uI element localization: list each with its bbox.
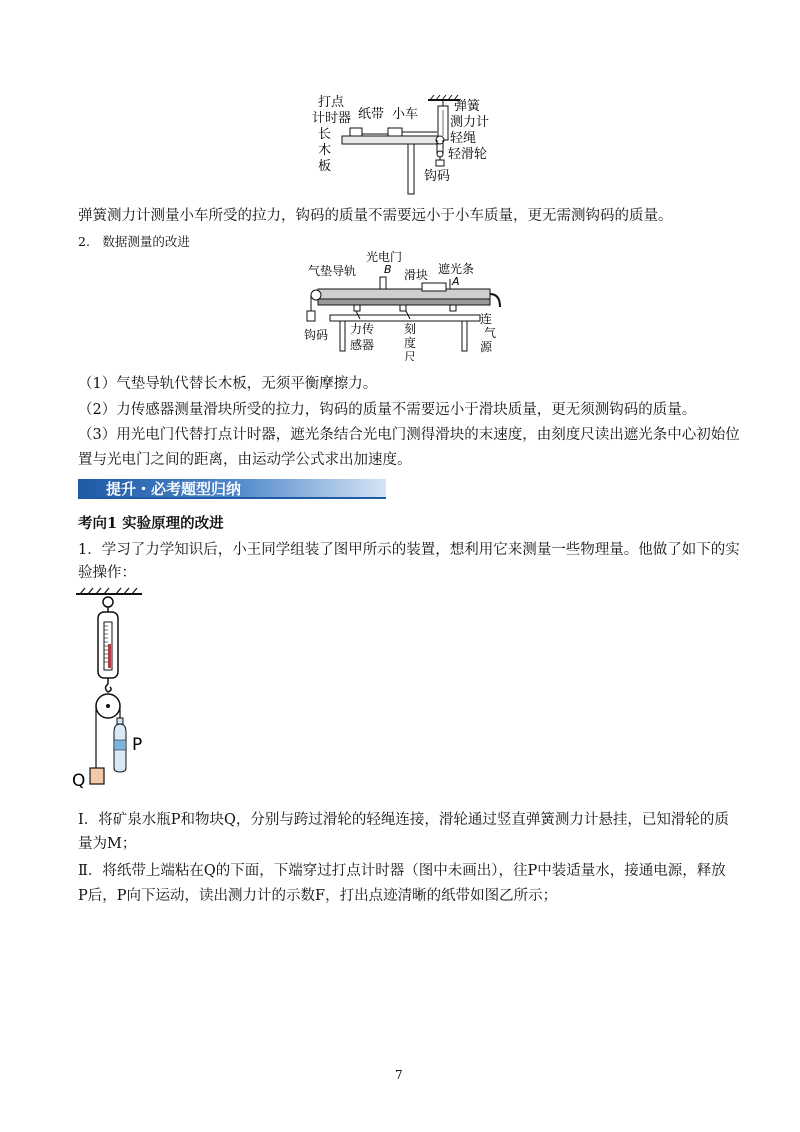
label-weight: 钩码 [424, 169, 451, 184]
label-B: B [384, 263, 392, 276]
section-title: 考向1 实验原理的改进 [78, 515, 224, 532]
step-2-line-1: Ⅱ．将纸带上端粘在Q的下面，下端穿过打点计时器（图中未画出），往P中装适量水，接通电源，释放 [78, 863, 726, 879]
step-2-line-2: P后，P向下运动，读出测力计的示数F，打出点迹清晰的纸带如图乙所示； [78, 888, 558, 904]
label-Q: Q [72, 771, 86, 791]
figure-cart-spring-scale [300, 92, 500, 202]
label-spring-1: 弹簧 [454, 99, 481, 114]
question-1-line-2: 验操作： [78, 565, 136, 581]
label-A: A [452, 275, 460, 288]
label-board-1: 长 [318, 127, 332, 142]
section-banner-text: 提升・必考题型归纳 [106, 480, 242, 498]
step-1-line-2: 量为M； [78, 836, 137, 852]
label-photogate: 光电门 [366, 250, 403, 264]
label-spring-2: 测力计 [450, 115, 490, 130]
label-rope: 轻绳 [450, 131, 477, 146]
label-pulley: 轻滑轮 [448, 147, 488, 162]
figure-air-track [300, 249, 510, 361]
label-P: P [132, 735, 143, 755]
page-number: 7 [395, 1068, 403, 1082]
label-ruler-2: 度 [404, 336, 417, 350]
point-3: （3）用光电门代替打点计时器，遮光条结合光电门测得滑块的末速度，由刻度尺读出遮光条中心初始位 [78, 427, 740, 443]
label-air-1: 连 [480, 312, 493, 326]
label-timer-1: 打点 [318, 95, 345, 110]
label-air-track: 气垫导轨 [308, 264, 357, 278]
point-3-cont: 置与光电门之间的距离，由运动学公式求出加速度。 [78, 452, 412, 468]
heading-data-measurement: 2. 数据测量的改进 [78, 234, 190, 249]
label-ruler-3: 尺 [404, 350, 417, 361]
label-timer-2: 计时器 [312, 111, 352, 126]
text-spring-scale-explanation: 弹簧测力计测量小车所受的拉力，钩码的质量不需要远小于小车质量，更无需测钩码的质量。 [78, 208, 673, 224]
label-board-3: 板 [318, 159, 332, 174]
step-1-line-1: Ⅰ．将矿泉水瓶P和物块Q，分别与跨过滑轮的轻绳连接，滑轮通过竖直弹簧测力计悬挂，已知滑轮的质 [78, 812, 729, 828]
question-1-line-1: 1．学习了力学知识后，小王同学组装了图甲所示的装置，想利用它来测量一些物理量。他做了如下的实 [78, 542, 740, 558]
label-weight: 钩码 [304, 328, 329, 342]
label-ruler-1: 刻 [404, 322, 417, 336]
label-air-2: 气 [484, 326, 497, 340]
label-cart: 小车 [392, 107, 419, 122]
label-board-2: 木 [318, 143, 332, 158]
label-sensor-1: 力传 [350, 322, 375, 336]
point-2: （2）力传感器测量滑块所受的拉力，钩码的质量不需要远小于滑块质量，更无须测钩码的质量。 [78, 402, 697, 418]
figure-pulley-apparatus [72, 584, 162, 796]
label-tape: 纸带 [358, 107, 385, 122]
label-slider: 滑块 [404, 268, 429, 282]
label-air-3: 源 [480, 340, 493, 354]
label-shade: 遮光条 [438, 262, 475, 276]
point-1: （1）气垫导轨代替长木板，无须平衡摩擦力。 [78, 376, 378, 392]
label-sensor-2: 感器 [350, 338, 375, 352]
